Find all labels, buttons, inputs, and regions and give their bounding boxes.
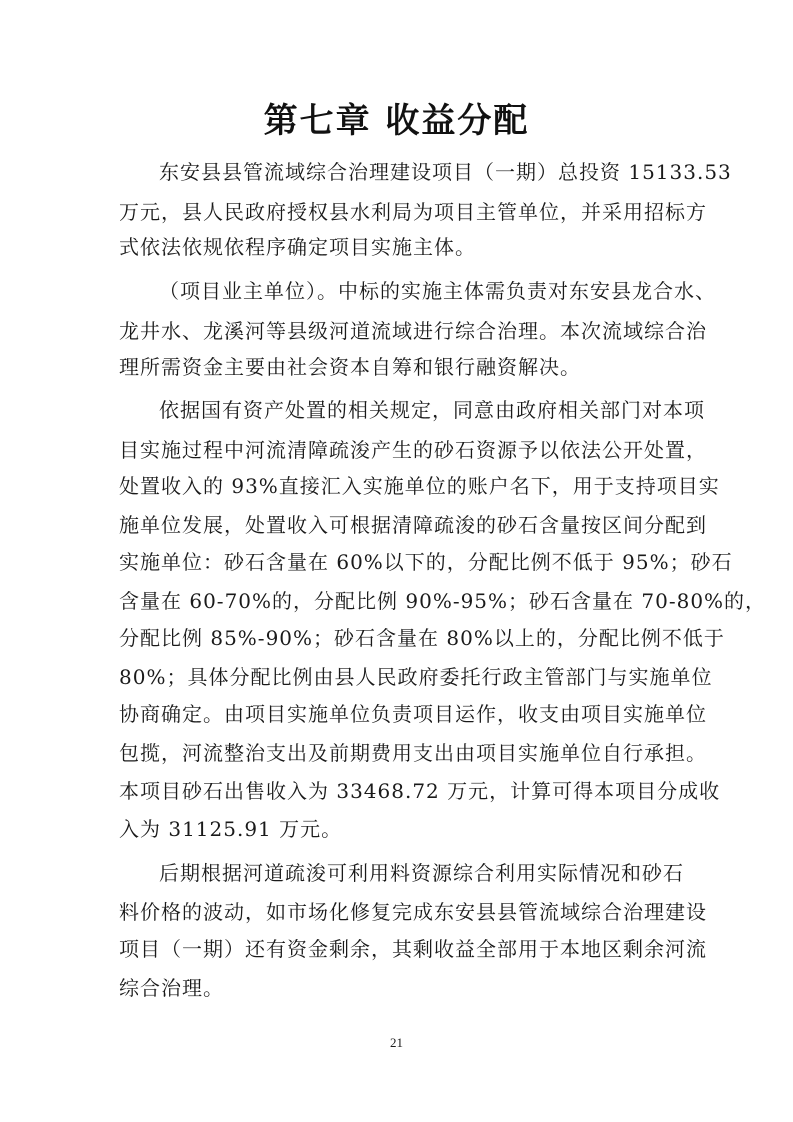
paragraph-4-line-3: 项目（一期）还有资金剩余，其剩收益全部用于本地区剩余河流: [119, 937, 707, 961]
paragraph-2-line-1: （项目业主单位）。中标的实施主体需负责对东安县龙合水、: [159, 279, 716, 303]
paragraph-3-line-6: 含量在 60-70%的，分配比例 90%-95%；砂石含量在 70-80%的，: [119, 589, 767, 613]
paragraph-3-line-2: 目实施过程中河流清障疏浚产生的砂石资源予以依法公开处置，: [119, 438, 707, 462]
paragraph-3-line-8: 80%；具体分配比例由县人民政府委托行政主管部门与实施单位: [119, 665, 713, 689]
paragraph-3-line-3: 处置收入的 93%直接汇入实施单位的账户名下，用于支持项目实: [119, 474, 720, 498]
paragraph-3-line-10: 包揽，河流整治支出及前期费用支出由项目实施单位自行承担。: [119, 741, 707, 765]
paragraph-3-line-4: 施单位发展，处置收入可根据清障疏浚的砂石含量按区间分配到: [119, 513, 707, 537]
paragraph-1-line-1: 东安县县管流域综合治理建设项目（一期）总投资 15133.53: [159, 160, 732, 184]
paragraph-4-line-2: 料价格的波动，如市场化修复完成东安县县管流域综合治理建设: [119, 900, 707, 924]
paragraph-2-line-3: 理所需资金主要由社会资本自筹和银行融资解决。: [119, 355, 581, 379]
paragraph-1-line-2: 万元，县人民政府授权县水利局为项目主管单位，并采用招标方: [119, 200, 707, 224]
paragraph-3-line-12: 入为 31125.91 万元。: [119, 817, 343, 841]
paragraph-1-line-3: 式依法依规依程序确定项目实施主体。: [119, 235, 476, 259]
paragraph-3-line-11: 本项目砂石出售收入为 33468.72 万元，计算可得本项目分成收: [119, 779, 721, 803]
paragraph-3-line-7: 分配比例 85%-90%；砂石含量在 80%以上的，分配比例不低于: [119, 626, 725, 650]
chapter-title: 第七章 收益分配: [263, 101, 530, 141]
paragraph-3-line-5: 实施单位：砂石含量在 60%以下的，分配比例不低于 95%；砂石: [119, 550, 733, 574]
paragraph-3-line-9: 协商确定。由项目实施单位负责项目运作，收支由项目实施单位: [119, 702, 707, 726]
paragraph-3-line-1: 依据国有资产处置的相关规定，同意由政府相关部门对本项: [159, 398, 705, 422]
paragraph-2-line-2: 龙井水、龙溪河等县级河道流域进行综合治理。本次流域综合治: [119, 319, 707, 343]
paragraph-4-line-4: 综合治理。: [119, 976, 224, 1000]
paragraph-4-line-1: 后期根据河道疏浚可利用料资源综合利用实际情况和砂石: [159, 861, 684, 885]
page-number: 21: [390, 1035, 403, 1050]
